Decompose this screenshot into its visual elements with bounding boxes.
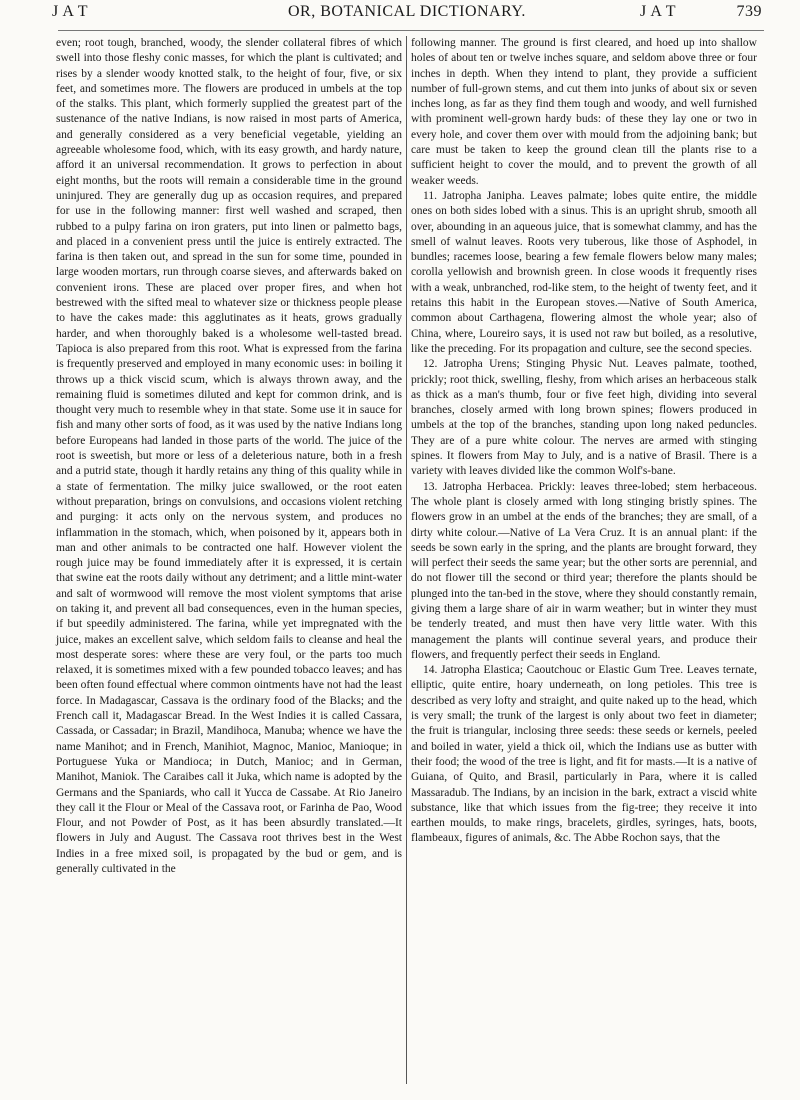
left-column [56, 36, 402, 877]
entry-jatropha-urens: 12. Jatropha Urens; Stinging Physic Nut. Leaves palmate, toothed, prickly; root thick, swelling, fleshy, from which arises an herbaceous stalk as thick as a man's thumb, four or five feet high, dividing into several branches, closely armed with long brown spines; flowers produced in umbels at the top of the branches, standing upon long naked peduncles. They are of a pure white colour. The nerves are armed with stinging spines. It flowers from May to July, and is a native of Brasil. There is a variety with leaves divided like the common Wolf's-bane. [411, 358, 757, 478]
paragraph: even; root tough, branched, woody, the slender collateral fibres of which swell into those fleshy conic masses, for which the plant is cultivated; and rises by a slender woody knotted stalk, to the height of four, five, or six feet, and sometimes more. The flowers are produced in umbels at the top of the stalks. This plant, which formerly supplied the greatest part of the sustenance of the native Indians, is now raised in most parts of America, and generally considered as a very beneficial vegetable, yielding an agreeable wholesome food, which, with its easy growth, and hardy nature, afford it an universal recommendation. It grows to perfection in about eight months, but the roots will remain a considerable time in the ground uninjured. They are generally dug up as occasion requires, and prepared for use in the following manner: first well washed and scraped, then rubbed to a pulpy farina on iron graters, put into linen or palmetto bags, and placed in a convenient press until the juice is entirely extracted. The farina is then taken out, and spread in the sun for some time, pounded in large wooden mortars, run through coarse sieves, and afterwards baked on convenient irons. These are placed over proper fires, and when hot bestrewed with the sifted meal to whatever size or thickness people please to have the cakes made: this agglutinates as it heats, grows gradually harder, and when thoroughly baked is a wholesome well-tasted bread. Tapioca is also prepared from this root. What is expressed from the farina is frequently preserved and employed in many economic uses: in boiling it throws up a thick viscid scum, which is always thrown away, and the remaining fluid is sometimes diluted and kept for common drink, and is thought very much to resemble whey in that state. Some use it in sauce for fish and many other sorts of food, as it was used by the native Indians long before Europeans had landed in those parts of the world. The juice of the root is sweetish, but more or less of a deleterious nature, both in a fresh and a putrid state, though it hardly retains any thing of this quality while in a state of fermentation. The milky juice swallowed, or the root eaten without preparation, brings on convulsions, and occasions violent retching and purging: it acts only on the nervous system, and produces no inflammation in the stomach, which, when poisoned by it, appears both in man and other animals to be contracted one half. However violent the rough juice may be found immediately after it is expressed, it is certain that swine eat the roots daily without any detriment; and a little mint-water and salt of wormwood will remove the most violent symptoms that arise on taking it, and prevent all bad consequences, even in the human species, if but speedily administered. The farina, while yet impregnated with the juice, makes an excellent salve, which seldom fails to cleanse and heal the most desperate sores: where these are very foul, or the parts too much relaxed, it is sometimes mixed with a few pounded tobacco leaves; and has been often found effectual where common ointments have not had the least force. In Madagascar, Cassava is the ordinary food of the Blacks; and the French call it, Madagascar Bread. In the West Indies it is called Cassara, Cassada, or Cassadar; in Brazil, Mandihoca, Manuba; whence we have the name Manihot; and in French, Manihiot, Magnoc, Manioc, Manioque; in Portuguese Yuka or Mandioca; in Dutch, Manioc; and in German, Manihot, Maniok. The Caraibes call it Juka, which name is adopted by the Germans and the Spaniards, who call it Yucca de Cassabe. At Rio Janeiro they call it the Flour or Meal of the Cassava root, or Farinha de Pao, Wood Flour, and not Powder of Post, as it has been absurdly translated.—It flowers in July and August. The Cassava root thrives best in the West Indies in a free mixed soil, is propagated by the bud or gem, and is generally cultivated in the [56, 37, 402, 876]
header-left: J A T [52, 3, 88, 20]
page-number: 739 [736, 3, 762, 20]
right-column [411, 36, 757, 847]
entry-jatropha-elastica: 14. Jatropha Elastica; Caoutchouc or Elastic Gum Tree. Leaves ternate, elliptic, quite entire, hoary underneath, on long petioles. This tree is described as very lofty and straight, and quite naked up to the head, which is very small; the trunk of the largest is only about two feet in diameter; the fruit is triangular, inclosing three seeds: these seeds or kernels, peeled and boiled in water, yield a thick oil, which the Indians use as butter with their food; the wood of the tree is light, and fit for masts.—It is a native of Guiana, of Quito, and Brasil, particularly in Para, where it is called Massaradub. The Indians, by an incision in the bark, extract a viscid white substance, like that which issues from the fig-tree; they receive it into earthen moulds, to make rings, bracelets, girdles, syringes, hats, boots, flambeaux, figures of animals, &c. The Abbe Rochon says, that the [411, 664, 757, 845]
column-divider [406, 36, 407, 1084]
header-rule [58, 30, 764, 31]
header-center: OR, BOTANICAL DICTIONARY. [288, 3, 526, 20]
running-header [52, 3, 762, 27]
entry-jatropha-herbacea: 13. Jatropha Herbacea. Prickly: leaves three-lobed; stem herbaceous. The whole plant is closely armed with long stinging bristly spines. The flowers grow in an umbel at the ends of the branches; they are small, of a dirty white colour.—Native of La Vera Cruz. It is an annual plant: if the seeds be sown early in the spring, and the plants are brought forward, they will perfect their seeds the same year; but the other sorts are perennial, and do not flower till the second or third year; therefore the plants should be plunged into the tan-bed in the stove, where they should constantly remain, giving them a large share of air in warm weather; but in winter they must be tenderly treated, and must then have very little water. With this management the plants will continue several years, and produce their flowers, and frequently perfect their seeds in England. [411, 480, 757, 661]
header-right: J A T [640, 3, 676, 20]
paragraph: following manner. The ground is first cleared, and hoed up into shallow holes of about ten or twelve inches square, and seldom above three or four inches in depth. When they intend to plant, they provide a sufficient number of full-grown stems, and cut them into junks of about six or seven inches long, as far as they find them tough and woody, and well furnished with prominent well-grown hardy buds: of these they lay one or two in every hole, and cover them over with mould from the adjoining bank; but care must be taken to keep the ground clean till the plants rise to a sufficient height to cover the mould, and to prevent the growth of all weaker weeds. [411, 37, 757, 187]
entry-jatropha-janipha: 11. Jatropha Janipha. Leaves palmate; lobes quite entire, the middle ones on both sides lobed with a sinus. This is an upright shrub, smooth all over, abounding in an aqueous juice, that is somewhat clammy, and has the smell of walnut leaves. Roots very tuberous, like those of Asphodel, in bundles; racemes loose, bearing a few female flowers below many males; corolla yellowish and brownish green. In close woods it frequently rises with a weak, unbranched, rod-like stem, to the height of twenty feet, and it retains this habit in the European stoves.—Native of South America, common about Carthagena, flowering almost the whole year; also of China, where, Loureiro says, it is used not raw but boiled, as a resolutive, like the preceding. For its propagation and culture, see the second species. [411, 189, 757, 355]
